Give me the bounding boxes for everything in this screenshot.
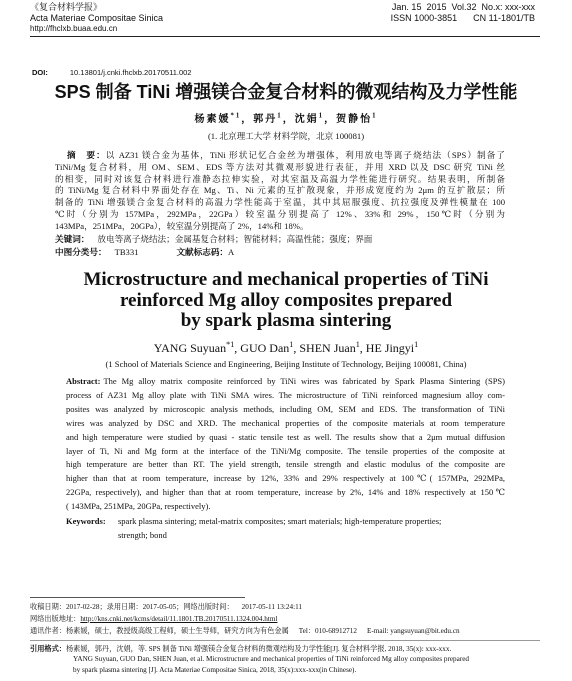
- author-cn-affiliation-mark: 1: [372, 112, 378, 120]
- abstract-en-line: layer of Ti, Ni and Mg form at the interface of the TiNi/Mg composite. The tensile properties of the composite at: [66, 445, 505, 456]
- abstract-en: [66, 375, 505, 514]
- footnote-online-address: [30, 614, 277, 626]
- doi-value: 10.13801/j.cnki.fhclxb.20170511.002: [69, 68, 192, 77]
- author-cn-affiliation-mark: 1: [277, 112, 283, 120]
- keywords-en-label: Keywords:: [66, 516, 106, 526]
- corresponding-author: 通讯作者：杨素媛，硕士，教授级高级工程师，硕士生导师，研究方向为有色金属: [30, 626, 289, 635]
- abstract-cn-line: 制备的 TiNi 增强镁合金复合材料的高温力学性能高于室温，其中其屈服强度、抗拉强度及弹性模量在 100: [55, 197, 505, 208]
- clc-label: 中图分类号：: [55, 247, 107, 257]
- author-separator: ,: [293, 341, 300, 355]
- keywords-cn-text: 放电等离子烧结法；金属基复合材料；智能材料；高温性能；强度；界面: [97, 234, 373, 244]
- author-en-name: SHEN Juan: [299, 341, 356, 355]
- author-cn-name: 沈娟: [294, 114, 319, 125]
- authors-en: [0, 341, 572, 355]
- journal-website: http://fhclxb.buaa.edu.cn: [30, 24, 118, 33]
- title-en-line: by spark plasma sintering: [180, 310, 392, 331]
- issue-info: Jan. 15 2015 Vol.32 No.x: xxx-xxx: [391, 2, 535, 12]
- journal-name-cn: 《复合材料学报》: [30, 2, 103, 12]
- keywords-cn: [55, 233, 372, 245]
- abstract-cn-line: 的相变，同时对该复合材料进行准静态拉伸实验，对其室温及高温力学性能进行研究。结果表明，所制备: [55, 173, 505, 184]
- citation-en-line: by spark plasma sintering [J]. Acta Materiae Compositae Sinica, 2018, 35(x):xxx-xxx(in Chinese).: [73, 666, 357, 674]
- corresponding-email: E-mail: yangsuyuan@bit.edu.cn: [366, 626, 460, 635]
- cn-number: CN 11-1801/TB: [473, 13, 535, 23]
- author-cn-affiliation-mark: *1: [230, 112, 242, 120]
- doi: [32, 68, 191, 78]
- journal-ids: [391, 13, 535, 24]
- citation-rule: [30, 640, 540, 641]
- abstract-cn-line: ℃时（分别为 157MPa，292MPa，22GPa）较室温分别提高了 12%、33%和 29%，150℃时（分别为: [55, 208, 505, 219]
- author-cn-name: 杨素媛: [194, 114, 231, 125]
- author-cn-affiliation-mark: 1: [318, 112, 325, 120]
- keywords-en-line: strength; bond: [118, 530, 167, 540]
- journal-name-en: Acta Materiae Compositae Sinica: [30, 13, 164, 23]
- online-time: 2017-05-11 13:24:11: [241, 603, 302, 611]
- abstract-en-text: The Mg alloy matrix composite reinforced by TiNi wires was fabricated by Spark Plasma Sintering (SPS): [103, 376, 505, 386]
- citation-cn-text: 杨素媛，郭丹，沈娟，等. SPS 制备 TiNi 增强镁合金复合材料的微观结构及力学性能[J]. 复合材料学报, 2018, 35(x): xxx-xxx.: [65, 645, 452, 653]
- footnote-rule: [30, 597, 245, 598]
- keywords-cn-label: 关键词：: [55, 234, 90, 244]
- author-separator: ，: [241, 114, 254, 125]
- author-separator: ，: [282, 114, 295, 125]
- citation-en-line: YANG Suyuan, GUO Dan, SHEN Juan, et al. Microstructure and mechanical properties of TiNi reinforced Mg alloy composites prepared: [73, 655, 470, 663]
- abstract-cn-line: 143MPa，251MPa，20GPa），较室温分别提高了 2%，14%和 18%。: [55, 220, 309, 231]
- abstract-cn-line: TiNi/Mg 复合材料，用 OM、SEM、EDS 等方法对其微观形貌进行表征，并用 XRD 以及 DSC 研究 TiNi 丝: [55, 161, 505, 172]
- abstract-cn-line: 的 TiNi/Mg 复合材料中界面处存在 Mg、Ti、Ni 元素的互扩散现象，并形成宽度约为 2μm 的互扩散层；所: [55, 185, 505, 196]
- classification: [55, 246, 234, 258]
- author-separator: ，: [324, 114, 337, 125]
- title-cn: SPS 制备 TiNi 增强镁合金复合材料的微观结构及力学性能: [54, 82, 518, 102]
- abstract-en-line: process of AZ31 Mg alloy plate with TiNi SMA wires. The microstructure of TiNi reinforced magnesium alloy com-: [66, 389, 505, 400]
- author-en-name: GUO Dan: [240, 341, 290, 355]
- author-cn-name: 郭丹: [253, 114, 278, 125]
- abstract-en-line: wires was analyzed by DSC and XRD. The mechanical properties of the composite materials at room temperature: [66, 417, 505, 428]
- header-rule: [30, 36, 540, 37]
- doc-code-label: 文献标志码：: [176, 247, 229, 257]
- abstract-en-line: high temperature are better than RT. The yield strength, tensile strength and elastic modulus of the composite are: [66, 459, 505, 470]
- author-separator: ,: [234, 341, 241, 355]
- online-url-link[interactable]: http://kns.cnki.net/kcms/detail/11.1801.TB.20170511.1324.004.html: [80, 614, 278, 623]
- author-separator: ,: [359, 341, 366, 355]
- clc-value: TB331: [114, 247, 139, 257]
- doc-code-value: A: [228, 247, 235, 257]
- author-en-affiliation-mark: 1: [414, 340, 419, 349]
- authors-cn: [0, 113, 572, 127]
- affiliation-en: (1 School of Materials Science and Engineering, Beijing Institute of Technology, Beijing 100081, China): [105, 359, 467, 369]
- author-en-affiliation-mark: 1: [355, 340, 360, 349]
- abstract-cn-label: 摘 要：: [67, 150, 106, 160]
- title-en-line: reinforced Mg alloy composites prepared: [119, 289, 453, 311]
- title-en-line: Microstructure and mechanical properties of TiNi: [83, 269, 489, 290]
- abstract-en-line: and high temperature were studied by quasi - static tensile test as well. The results show that a 2μm mutual diffusion: [66, 431, 505, 442]
- footnote-corresponding: [30, 626, 460, 638]
- abstract-en-line: 22GPa, respectively), and higher than that at room temperature, increase by 2%, 14% and 18% respectively at 150℃: [66, 487, 505, 498]
- doi-label: DOI:: [32, 68, 48, 77]
- affiliation-cn: (1. 北京理工大学 材料学院，北京 100081): [207, 131, 365, 141]
- author-en-name: HE Jingyi: [365, 341, 415, 355]
- author-en-affiliation-mark: 1: [289, 340, 294, 349]
- abstract-cn-line: [55, 150, 505, 162]
- abstract-en-label: Abstract:: [66, 376, 101, 386]
- keywords-en-line: spark plasma sintering; metal-matrix composites; smart materials; high-temperature properties;: [118, 516, 442, 526]
- abstract-en-line: [66, 375, 505, 389]
- author-en-name: YANG Suyuan: [153, 341, 227, 355]
- citation-label: 引用格式：: [30, 644, 66, 653]
- abstract-cn: [55, 150, 505, 233]
- abstract-en-line: posites was analyzed by microscopic analysis methods, including OM, SEM and EDS. The transformation of TiNi: [66, 403, 505, 414]
- received-dates: 收稿日期：2017-02-28；录用日期：2017-05-05；网络出版时间：: [30, 603, 234, 611]
- abstract-cn-text: 以 AZ31 镁合金为基体，TiNi 形状记忆合金丝为增强体，利用放电等离子烧结法（SPS）制备了: [105, 150, 505, 160]
- corresponding-tel: Tel：010-68912712: [298, 626, 357, 635]
- abstract-en-line: ( 143MPa, 251MPa, 20GPa, respectively).: [66, 501, 211, 512]
- author-cn-name: 贺静怡: [336, 114, 373, 125]
- author-en-affiliation-mark: *1: [226, 340, 235, 349]
- issn: ISSN 1000-3851: [390, 13, 458, 23]
- abstract-en-line: higher than that at room temperature, increase by 12%, 33% and 29% respectively at 100℃( 157MPa, 292MPa,: [66, 473, 505, 484]
- footnote-dates: [30, 602, 302, 614]
- online-url-label: 网络出版地址：: [30, 614, 81, 623]
